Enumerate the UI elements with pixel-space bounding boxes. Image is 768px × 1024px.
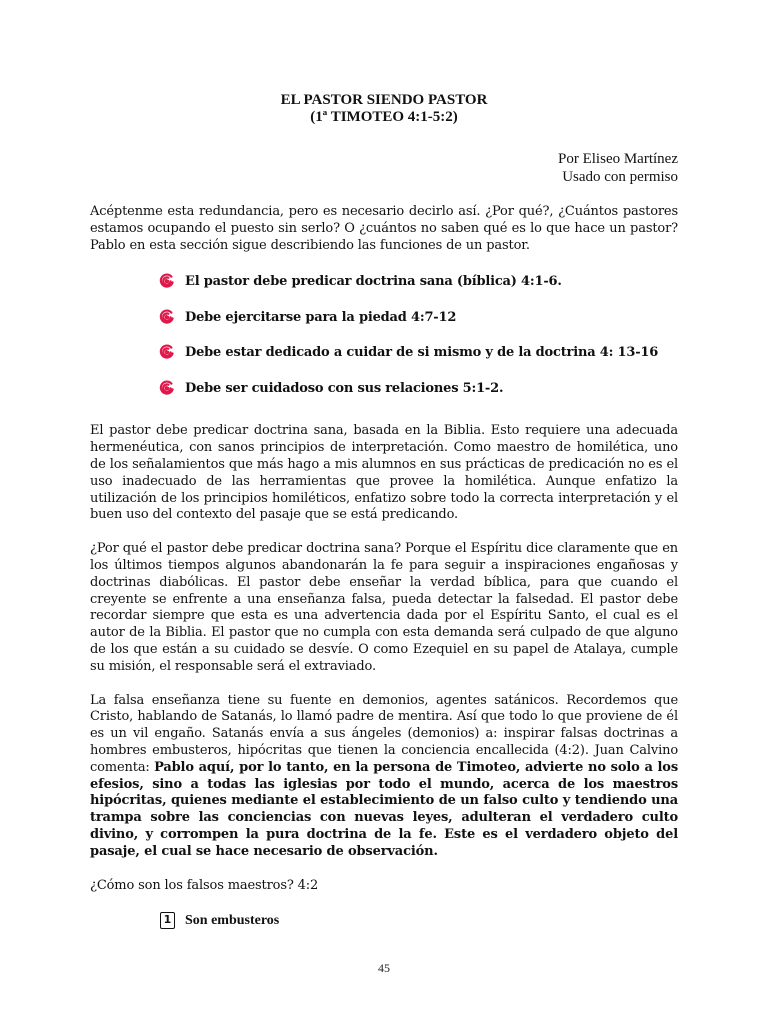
permission-line: Usado con permiso: [562, 169, 678, 185]
document-title: EL PASTOR SIENDO PASTOR: [280, 92, 488, 108]
list-item: [158, 302, 678, 338]
paragraph-doctrine: El pastor debe predicar doctrina sana, basada en la Biblia. Esto requiere una adecuada hermenéutica, con sanos principios de interpretación. Como maestro de homilética, uno de los señalamientos que más hago a mis alumnos en sus prácticas de predicación no es el uso inadecuado de las herramientas que provee la homilética. Aunque enfatizo la utilización de los principios homiléticos, enfatizo sobre todo la correcta interpretación y el buen uso del contexto del pasaje que se está predicando.: [90, 423, 678, 523]
paragraph-false-teaching: [90, 693, 678, 861]
page-number: 45: [378, 961, 390, 975]
false-teaching-text: La falsa enseñanza tiene su fuente en demonios, agentes satánicos. Recordemos que Cristo, hablando de Satanás, lo llamó padre de mentira. Así que todo lo que proviene de él es un vil engaño. Satanás envía a sus ángeles (demonios) a: inspirar falsas doctrinas a hombres embusteros, hipócritas que tienen la conciencia encallecida (4:2). Juan Calvino comenta:: [90, 692, 678, 775]
paragraph-why-doctrine: ¿Por qué el pastor debe predicar doctrina sana? Porque el Espíritu dice claramente que en los últimos tiempos algunos abandonarán la fe para seguir a inspiraciones engañosas y doctrinas diabólicas. El pastor debe enseñar la verdad bíblica, para que cuando el creyente se enfrente a una enseñanza falsa, pueda detectar la falsedad. El pastor debe recordar siempre que esta es una advertencia dada por el Espíritu Santo, el cual es el autor de la Biblia. El pastor que no cumpla con esta demanda será culpado de que alguno de los que están a su cuidado se desvíe. O como Ezequiel en su papel de Atalaya, cumple su misión, el responsable será el extraviado.: [90, 541, 678, 674]
document-subtitle: (1ª TIMOTEO 4:1-5:2): [310, 109, 458, 125]
list-item: [158, 266, 678, 302]
numbered-item: [158, 911, 678, 931]
document-page: [90, 92, 678, 931]
list-item: [158, 337, 678, 373]
red-spiral-icon: [158, 272, 176, 290]
list-item: [158, 373, 678, 409]
bullet-text: Debe estar dedicado a cuidar de si mismo y de la doctrina 4: 13-16: [185, 345, 659, 361]
author-line: Por Eliseo Martínez: [558, 151, 678, 167]
question-line: ¿Cómo son los falsos maestros? 4:2: [90, 877, 319, 893]
boxed-number-icon: 1: [160, 912, 175, 929]
calvin-quote: Pablo aquí, por lo tanto, en la persona de Timoteo, advierte no solo a los efesios, sino a todas las iglesias por todo el mundo, acerca de los maestros hipócritas, quienes mediante el establecimiento de un falso culto y tendiendo una trampa sobre las conciencias con nuevas leyes, adulteran el verdadero culto divino, y corrompen la pura doctrina de la fe. Este es el verdadero objeto del pasaje, el cual se hace necesario de observación.: [90, 759, 678, 859]
red-spiral-icon: [158, 379, 176, 397]
byline: [90, 150, 678, 186]
red-spiral-icon: [158, 343, 176, 361]
red-spiral-icon: [158, 308, 176, 326]
bullet-text: Debe ser cuidadoso con sus relaciones 5:1-2.: [185, 380, 504, 396]
intro-paragraph: Acéptenme esta redundancia, pero es necesario decirlo así. ¿Por qué?, ¿Cuántos pastores estamos ocupando el puesto sin serlo? O ¿cuántos no saben qué es lo que hace un pastor? Pablo en esta sección sigue describiendo las funciones de un pastor.: [90, 204, 678, 253]
numbered-item-text: Son embusteros: [185, 913, 280, 929]
bullet-text: Debe ejercitarse para la piedad 4:7-12: [185, 309, 457, 325]
bullet-list: [90, 266, 678, 408]
bullet-text: El pastor debe predicar doctrina sana (bíblica) 4:1-6.: [185, 274, 562, 290]
